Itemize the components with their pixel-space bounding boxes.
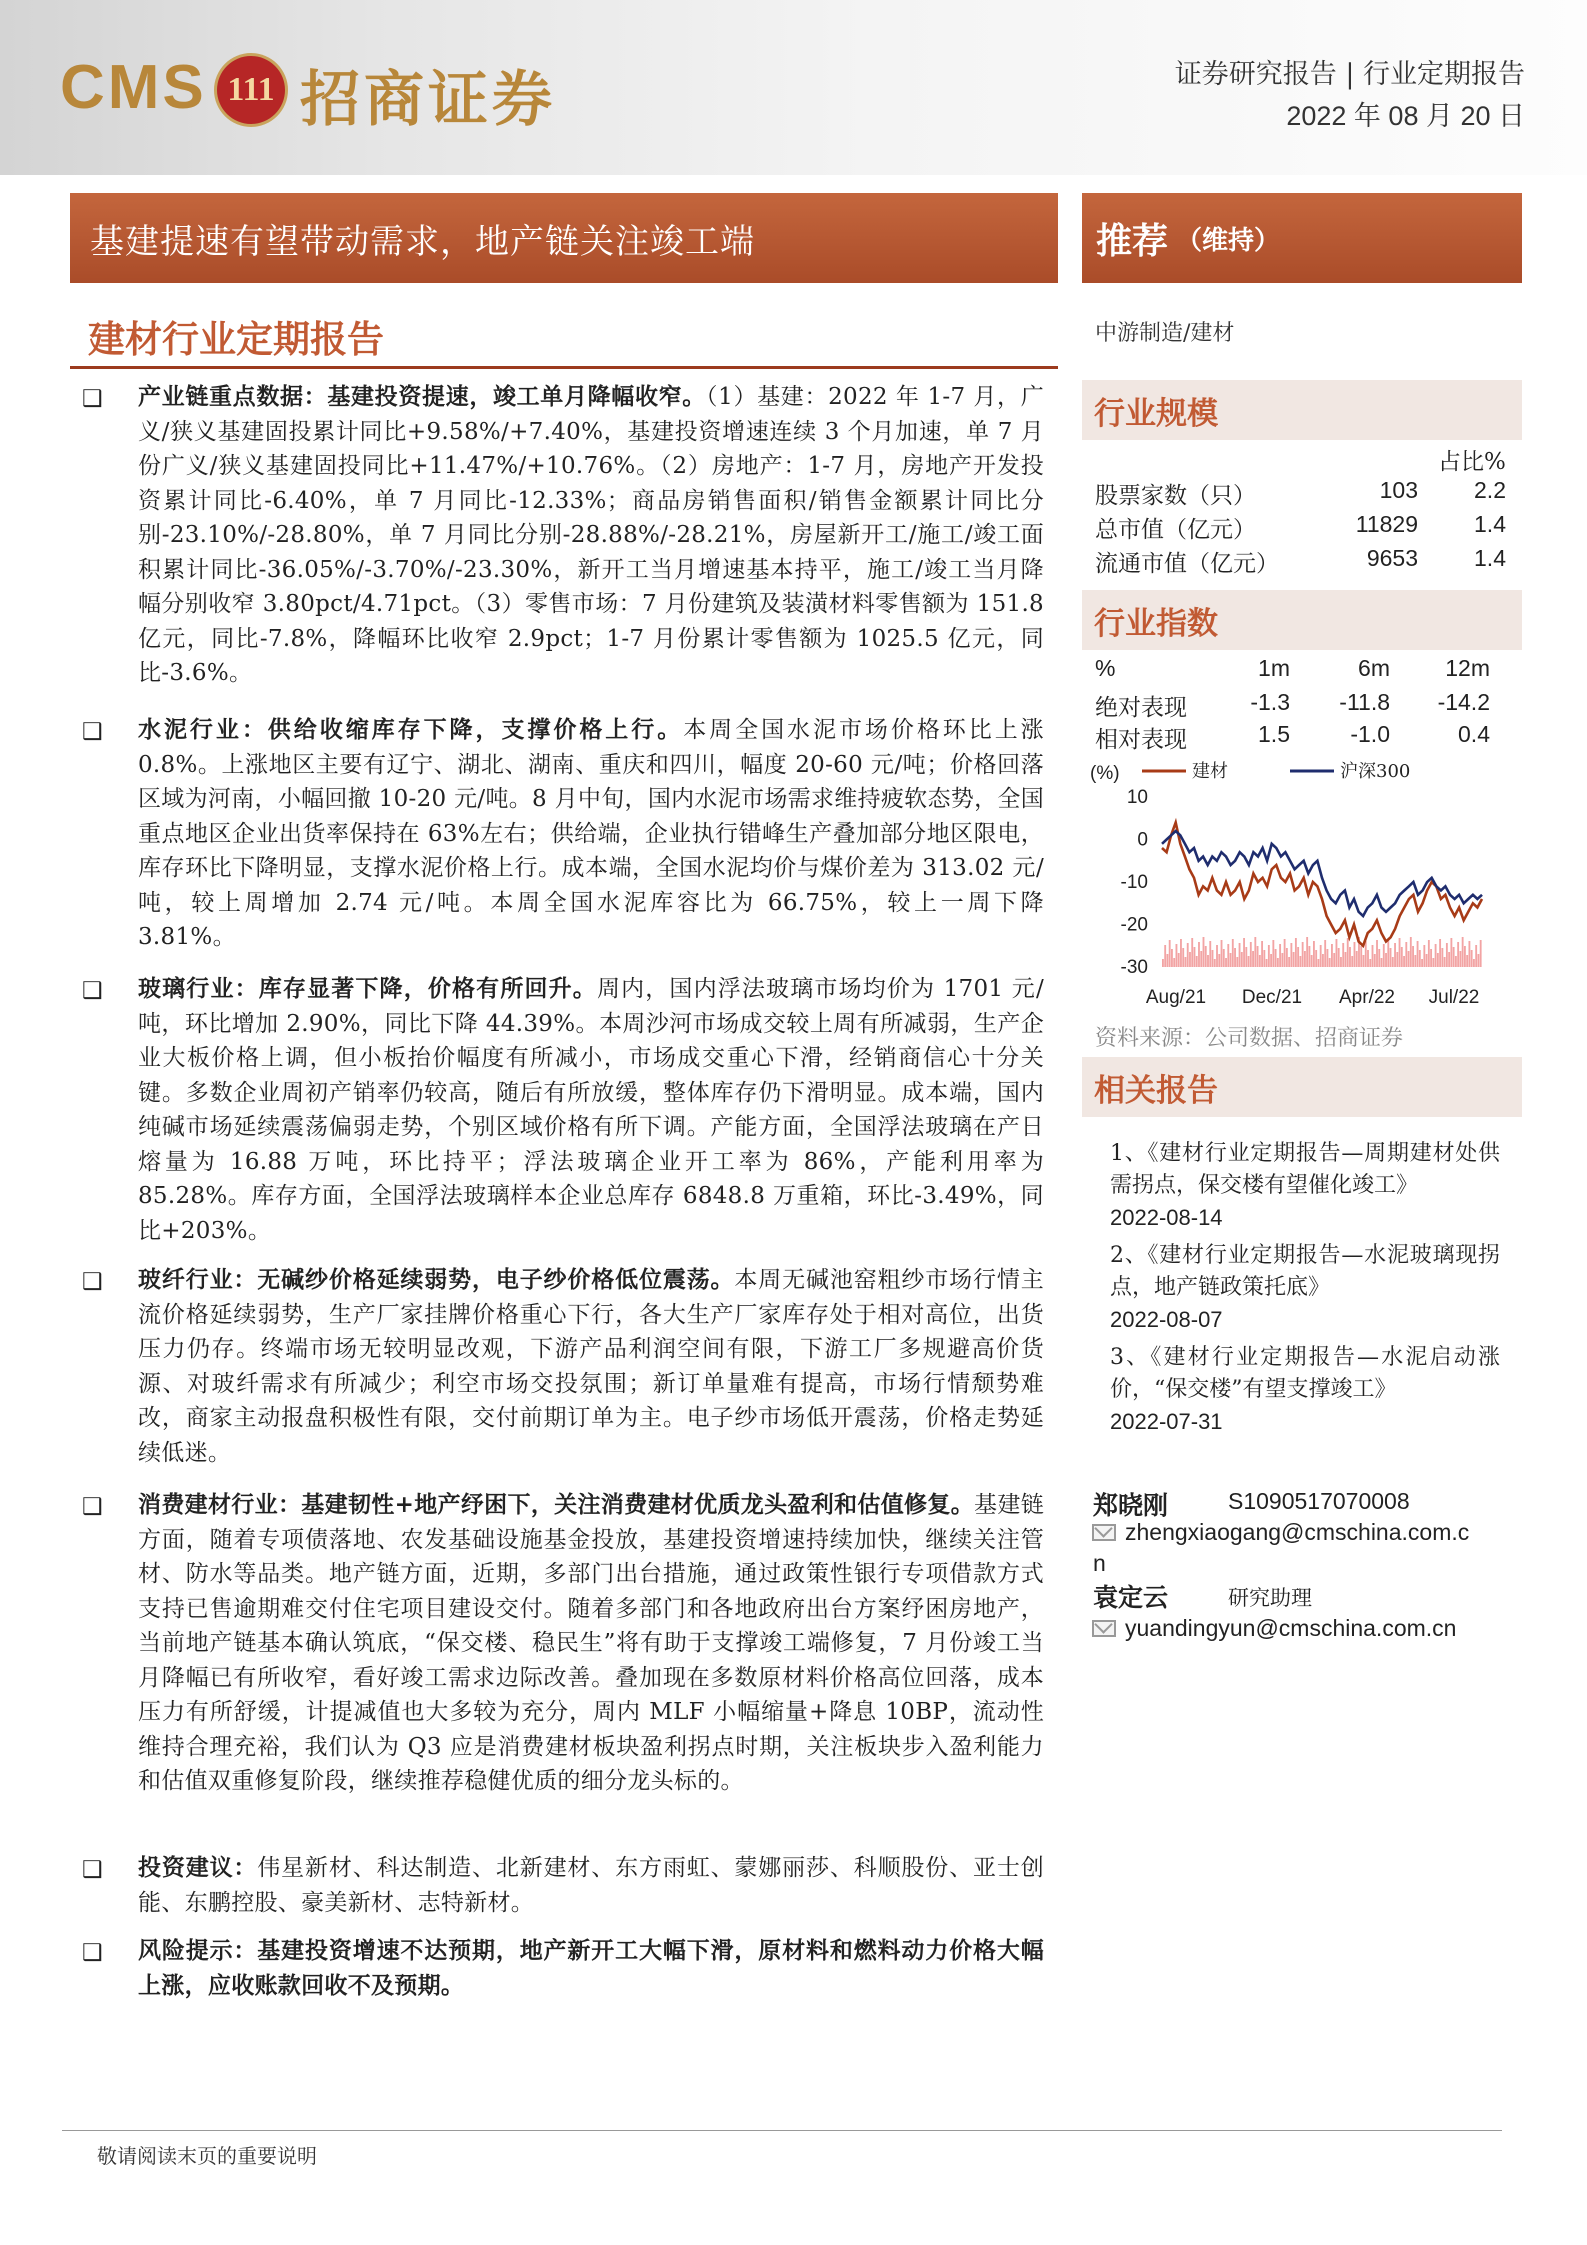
bullet-icon: ❑: [82, 1857, 103, 1883]
scale-row-value: 11829: [1355, 511, 1418, 537]
volume-bar: [1268, 945, 1270, 967]
volume-bar: [1363, 955, 1365, 967]
volume-bar: [1171, 949, 1173, 967]
volume-bar: [1250, 942, 1252, 967]
index-header: %: [1095, 655, 1116, 681]
volume-bar: [1336, 939, 1338, 967]
volume-bar: [1430, 949, 1432, 967]
volume-bar: [1293, 952, 1295, 967]
index-value: -11.8: [1339, 689, 1390, 715]
volume-bar: [1410, 937, 1412, 967]
bullet-item: 水泥行业：供给收缩库存下降，支撑价格上行。本周全国水泥市场价格环比上涨 0.8%。上涨地区主要有辽宁、湖北、湖南、重庆和四川，幅度 20-60 元/吨；价格回落区域为河南，小幅回撤 10-20 元/吨。8 月中旬，国内水泥市场需求维持疲软态势，全国重点地区企业出货率保持在 63%左右；供给端，企业执行错峰生产叠加部分地区限电，库存环比下降明显，支撑水泥价格上行。成本端，全国水泥均价与煤价差为 313.02 元/吨，较上周增加 2.74 元/吨。本周全国水泥库容比为 66.75%，较上一周下降 3.81%。: [138, 716, 1044, 950]
volume-bar: [1169, 940, 1171, 967]
volume-bar: [1317, 959, 1319, 967]
volume-bar: [1308, 946, 1310, 967]
volume-bar: [1207, 955, 1209, 967]
volume-bar: [1218, 954, 1220, 967]
volume-bar: [1263, 950, 1265, 967]
bullet-item: 玻璃行业：库存显著下降，价格有所回升。周内，国内浮法玻璃市场均价为 1701 元/吨，环比增加 2.90%，同比下降 44.39%。本周沙河市场成交较上周有所减弱，生产企业大板价格上调，但小板抬价幅度有所减小，市场成交重心下滑，经销商信心十分关键。多数企业周初产销率仍较高，随后有所放缓，整体库存仍下滑明显。成本端，国内纯碱市场延续震荡偏弱走势，个别区域价格有所下调。产能方面，全国浮法玻璃在产日熔量为 16.88 万吨，环比持平；浮法玻璃企业开工率为 86%，产能利用率为 85.28%。库存方面，全国浮法玻璃样本企业总库存 6848.8 万重箱，环比-3.49%，同比+203%。: [138, 975, 1044, 1244]
volume-bar: [1421, 959, 1423, 967]
volume-bar: [1288, 957, 1290, 967]
volume-bar: [1311, 955, 1313, 967]
author-id: S1090517070008: [1228, 1488, 1410, 1514]
rating-label: 推荐: [1096, 219, 1169, 262]
legend-label: 建材: [1192, 761, 1228, 782]
volume-bar: [1299, 956, 1301, 967]
volume-bar: [1259, 955, 1261, 967]
volume-bar: [1257, 946, 1259, 967]
related-report-item[interactable]: 2、《建材行业定期报告—水泥玻璃现拐点，地产链政策托底》 2022-08-07: [1110, 1243, 1500, 1332]
volume-bar: [1412, 946, 1414, 967]
volume-bar: [1277, 958, 1279, 967]
volume-bar: [1194, 947, 1196, 967]
volume-bar: [1232, 939, 1234, 967]
volume-bar: [1385, 953, 1387, 967]
volume-bar: [1342, 943, 1344, 967]
email-icon: [1092, 1620, 1116, 1637]
volume-bar: [1417, 941, 1419, 967]
volume-bar: [1462, 937, 1464, 967]
volume-bar: [1356, 951, 1358, 967]
bullet-item: 风险提示：基建投资增速不达预期，地产新开工大幅下滑，原材料和燃料动力价格大幅上涨，应收账款回收不及预期。: [138, 1937, 1044, 1999]
y-tick-label: 0: [1137, 829, 1148, 851]
volume-bar: [1297, 947, 1299, 967]
volume-bar: [1390, 948, 1392, 967]
volume-bar: [1435, 944, 1437, 967]
volume-bar: [1378, 949, 1380, 967]
volume-bar: [1227, 944, 1229, 967]
index-row-label: 相对表现: [1095, 727, 1187, 753]
scale-row-pct: 2.2: [1474, 477, 1506, 503]
y-tick-label: 10: [1126, 787, 1148, 808]
volume-bar: [1448, 952, 1450, 967]
volume-bar: [1209, 941, 1211, 967]
volume-bar: [1245, 947, 1247, 967]
footer-note: 敬请阅读末页的重要说明: [97, 2144, 317, 2168]
bullet-icon: ❑: [82, 1269, 103, 1295]
y-tick-label: -20: [1120, 914, 1148, 936]
scale-row-pct: 1.4: [1474, 511, 1506, 537]
volume-bar: [1432, 958, 1434, 967]
volume-bar: [1392, 957, 1394, 967]
volume-bar: [1176, 944, 1178, 967]
volume-bar: [1439, 939, 1441, 967]
volume-bar: [1394, 943, 1396, 967]
divider: [70, 366, 1058, 369]
scale-row-value: 9653: [1366, 545, 1418, 571]
volume-bar: [1446, 943, 1448, 967]
volume-bar: [1221, 940, 1223, 967]
author-role: 研究助理: [1228, 1586, 1312, 1610]
volume-bar: [1225, 958, 1227, 967]
author-name: 郑晓刚: [1093, 1491, 1169, 1520]
volume-bar: [1261, 941, 1263, 967]
index-value: -14.2: [1437, 689, 1490, 715]
volume-bar: [1365, 941, 1367, 967]
scale-row-label: 股票家数（只）: [1095, 483, 1256, 509]
volume-bar: [1354, 942, 1356, 967]
y-tick-label: -30: [1120, 957, 1148, 978]
volume-bar: [1455, 956, 1457, 967]
industry-index-chart: [1090, 757, 1520, 1017]
volume-bar: [1408, 951, 1410, 967]
index-header: 6m: [1358, 655, 1390, 681]
author-email[interactable]: yuandingyun@cmschina.com.cn: [1125, 1615, 1457, 1641]
report-type: 证券研究报告 | 行业定期报告: [1174, 59, 1525, 90]
index-value: -1.0: [1350, 721, 1390, 747]
volume-bar: [1374, 954, 1376, 967]
volume-bar: [1473, 959, 1475, 967]
author-name: 袁定云: [1093, 1583, 1169, 1612]
index-header: 1m: [1258, 655, 1290, 681]
volume-bar: [1286, 948, 1288, 967]
volume-bar: [1187, 943, 1189, 967]
bullet-icon: ❑: [82, 1940, 103, 1966]
volume-bar: [1428, 940, 1430, 967]
volume-bar: [1450, 938, 1452, 967]
scale-col-header: 占比%: [1438, 449, 1506, 475]
volume-bar: [1230, 953, 1232, 967]
rating-note: （维持）: [1176, 225, 1281, 256]
bullet-item: 产业链重点数据：基建投资提速，竣工单月降幅收窄。（1）基建：2022 年 1-7 月，广义/狭义基建固投累计同比+9.58%/+7.40%，基建投资增速连续 3 个月加速，单 7 月份广义/狭义基建固投同比+11.47%/+10.76%。（2）房地产：1-7 月，房地产开发投资累计同比-6.40%，单 7 月同比-12.33%；商品房销售面积/销售金额累计同比分别-23.10%/-28.80%，单 7 月同比分别-28.88%/-28.21%，房屋新开工/施工/竣工面积累计同比-36.05%/-3.70%/-23.30%，新开工当月增速基本持平，施工/竣工当月降幅分别收窄 3.80pct/4.71pct。（3）零售市场：7 月份建筑及装潢材料零售额为 151.8 亿元，同比-7.8%，降幅环比收窄 2.9pct；1-7 月份累计零售额为 1025.5 亿元，同比-3.6%。: [138, 383, 1045, 686]
index-value: 0.4: [1458, 721, 1490, 747]
volume-bar: [1338, 948, 1340, 967]
volume-bar: [1369, 959, 1371, 967]
related-report-item[interactable]: 3、《建材行业定期报告—水泥启动涨价，“保交楼”有望支撑竣工》 2022-07-31: [1110, 1345, 1500, 1434]
volume-bar: [1173, 958, 1175, 967]
volume-bar: [1198, 942, 1200, 967]
volume-bar: [1178, 953, 1180, 967]
volume-bar: [1200, 951, 1202, 967]
volume-bar: [1182, 948, 1184, 967]
bullet-item: 消费建材行业：基建韧性+地产纾困下，关注消费建材优质龙头盈利和估值修复。基建链方面，随着专项债落地、农发基础设施基金投放，基建投资增速持续加快，继续关注管材、防水等品类。地产链方面，近期，多部门出台措施，通过政策性银行专项借款方式支持已售逾期难交付住宅项目建设交付。随着多部门和各地政府出台方案纾困房地产，当前地产链基本确认筑底，“保交楼、稳民生”将有助于支撑竣工端修复，7 月份竣工当月降幅已有所收窄，看好竣工需求边际改善。叠加现在多数原材料价格高位回落，成本压力有所舒缓，计提减值也大多较为充分，周内 MLF 小幅缩量+降息 10BP，流动性维持合理充裕，我们认为 Q3 应是消费建材板块盈利拐点时期，关注板块步入盈利能力和估值双重修复阶段，继续推荐稳健优质的细分龙头标的。: [138, 1491, 1045, 1794]
volume-bar: [1360, 946, 1362, 967]
volume-bar: [1329, 958, 1331, 967]
volume-bar: [1254, 937, 1256, 967]
volume-bar: [1302, 942, 1304, 967]
author-email-wrap[interactable]: n: [1093, 1550, 1106, 1576]
volume-bar: [1453, 947, 1455, 967]
volume-bar: [1241, 952, 1243, 967]
volume-bar: [1272, 940, 1274, 967]
scale-row-pct: 1.4: [1474, 545, 1506, 571]
volume-bar: [1324, 940, 1326, 967]
bullet-icon: ❑: [82, 978, 103, 1004]
volume-bar: [1437, 953, 1439, 967]
volume-bar: [1480, 940, 1482, 967]
volume-bar: [1203, 937, 1205, 967]
related-report-item[interactable]: 1、《建材行业定期报告—周期建材处供需拐点，保交楼有望催化竣工》 2022-08-14: [1110, 1141, 1500, 1230]
volume-bar: [1401, 947, 1403, 967]
logo-emblem-icon: 111: [217, 56, 285, 124]
volume-bar: [1387, 939, 1389, 967]
index-row-label: 绝对表现: [1095, 695, 1187, 721]
volume-bar: [1381, 958, 1383, 967]
volume-bar: [1383, 944, 1385, 967]
volume-bar: [1423, 945, 1425, 967]
volume-bar: [1414, 955, 1416, 967]
volume-bar: [1327, 949, 1329, 967]
volume-bar: [1475, 945, 1477, 967]
volume-bar: [1248, 956, 1250, 967]
volume-bar: [1477, 954, 1479, 967]
volume-bar: [1340, 957, 1342, 967]
y-tick-label: -10: [1120, 872, 1148, 893]
chart-source: 资料来源：公司数据、招商证券: [1095, 1026, 1404, 1051]
volume-bar: [1471, 950, 1473, 967]
bullet-item: 投资建议：伟星新材、科达制造、北新建材、东方雨虹、蒙娜丽莎、科顺股份、亚士创能、东鹏控股、豪美新材、志特新材。: [138, 1854, 1045, 1916]
volume-bar: [1252, 951, 1254, 967]
volume-bar: [1223, 949, 1225, 967]
logo-company-name: 招商证券: [300, 65, 556, 135]
x-tick-label: Aug/21: [1145, 987, 1207, 1008]
volume-bar: [1396, 952, 1398, 967]
legend-label: 沪深300: [1340, 761, 1411, 782]
volume-bar: [1464, 946, 1466, 967]
volume-bar: [1295, 938, 1297, 967]
index-header: 12m: [1445, 655, 1490, 681]
volume-bar: [1284, 939, 1286, 967]
volume-bar: [1212, 950, 1214, 967]
volume-bar: [1444, 957, 1446, 967]
volume-bar: [1399, 938, 1401, 967]
x-tick-label: Apr/22: [1339, 987, 1395, 1008]
volume-bar: [1322, 954, 1324, 967]
volume-bar: [1466, 955, 1468, 967]
scale-row-label: 总市值（亿元）: [1095, 517, 1256, 543]
volume-bar: [1290, 943, 1292, 967]
volume-bar: [1372, 945, 1374, 967]
volume-bar: [1376, 940, 1378, 967]
volume-bar: [1162, 959, 1164, 967]
bullet-icon: ❑: [82, 1494, 103, 1520]
volume-bar: [1313, 941, 1315, 967]
volume-bar: [1333, 953, 1335, 967]
section-industry-index: 行业指数: [1082, 590, 1522, 650]
volume-bar: [1419, 950, 1421, 967]
volume-bar: [1347, 938, 1349, 967]
volume-bar: [1345, 952, 1347, 967]
index-value: -1.3: [1250, 689, 1290, 715]
volume-bar: [1349, 947, 1351, 967]
volume-bar: [1279, 944, 1281, 967]
volume-bar: [1189, 952, 1191, 967]
volume-bar: [1331, 944, 1333, 967]
section-industry-scale: 行业规模: [1082, 380, 1522, 440]
volume-bar: [1180, 939, 1182, 967]
x-tick-label: Dec/21: [1241, 987, 1303, 1008]
report-date: 2022 年 08 月 20 日: [1286, 101, 1525, 131]
volume-bar: [1196, 956, 1198, 967]
volume-bar: [1405, 942, 1407, 967]
volume-bar: [1234, 948, 1236, 967]
volume-bar: [1441, 948, 1443, 967]
bullet-icon: ❑: [82, 719, 103, 745]
volume-bar: [1281, 953, 1283, 967]
volume-bar: [1367, 950, 1369, 967]
volume-bar: [1216, 945, 1218, 967]
sector-label: 中游制造/建材: [1095, 321, 1235, 346]
volume-bar: [1351, 956, 1353, 967]
volume-bar: [1236, 957, 1238, 967]
volume-bar: [1315, 950, 1317, 967]
volume-bar: [1304, 951, 1306, 967]
logo-cms: CMS: [60, 53, 207, 122]
volume-bar: [1275, 949, 1277, 967]
volume-bar: [1239, 943, 1241, 967]
scale-row-label: 流通市值（亿元）: [1095, 551, 1279, 577]
volume-bar: [1167, 954, 1169, 967]
volume-bar: [1426, 954, 1428, 967]
author-email[interactable]: zhengxiaogang@cmschina.com.c: [1125, 1519, 1470, 1545]
volume-bar: [1243, 938, 1245, 967]
volume-bar: [1270, 954, 1272, 967]
volume-bar: [1266, 959, 1268, 967]
volume-bar: [1214, 959, 1216, 967]
volume-bar: [1185, 957, 1187, 967]
volume-bar: [1457, 942, 1459, 967]
email-icon: [1092, 1524, 1116, 1541]
volume-bar: [1403, 956, 1405, 967]
rating-badge: [1082, 193, 1522, 283]
divider: [62, 2130, 1502, 2131]
bullet-item: 玻纤行业：无碱纱价格延续弱势，电子纱价格低位震荡。本周无碱池窑粗纱市场行情主流价格延续弱势，生产厂家挂牌价格重心下行，各大生产厂家库存处于相对高位，出货压力仍存。终端市场无较明显改观，下游产品利润空间有限，下游工厂多规避高价货源、对玻纤需求有所减少；利空市场交投氛围；新订单量难有提高，市场行情颓势难改，商家主动报盘积极性有限，交付前期订单为主。电子纱市场低开震荡，价格走势延续低迷。: [138, 1266, 1045, 1466]
chart-y-unit: (%): [1090, 763, 1120, 784]
scale-row-value: 103: [1379, 477, 1418, 503]
report-title: 基建提速有望带动需求，地产链关注竣工端: [70, 193, 1058, 283]
volume-bar: [1191, 938, 1193, 967]
section-related-reports: 相关报告: [1082, 1057, 1522, 1117]
index-value: 1.5: [1258, 721, 1290, 747]
page-header: [0, 0, 1587, 175]
volume-bar: [1459, 951, 1461, 967]
volume-bar: [1320, 945, 1322, 967]
volume-bar: [1164, 945, 1166, 967]
volume-bar: [1306, 937, 1308, 967]
report-subtitle: 建材行业定期报告: [88, 317, 384, 361]
volume-bar: [1468, 941, 1470, 967]
volume-bar: [1205, 946, 1207, 967]
x-tick-label: Jul/22: [1428, 987, 1480, 1008]
bullet-icon: ❑: [82, 386, 103, 412]
